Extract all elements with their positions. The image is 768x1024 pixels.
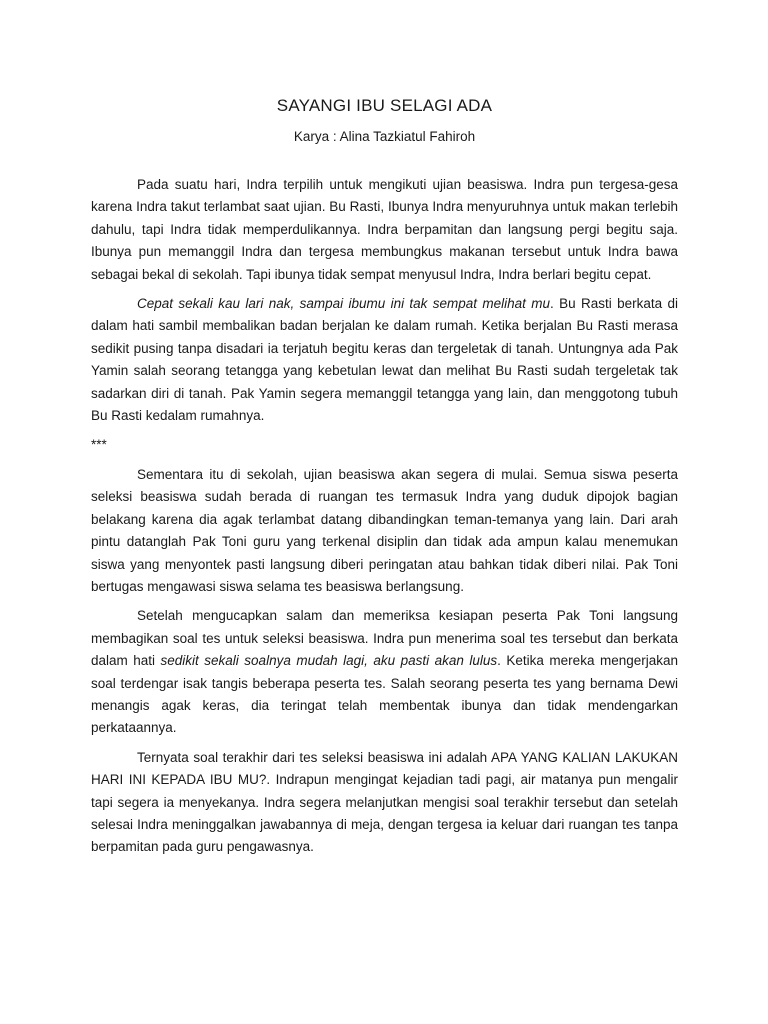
- paragraph-2-text: . Bu Rasti berkata di dalam hati sambil membalikan badan berjalan ke dalam rumah. Ketika berjalan Bu Rasti merasa sedikit pusing tanpa disadari ia terjatuh begitu keras dan tergeletak di tanah. Untungnya ada Pak Yamin salah seorang tetangga yang kebetulan lewat dan melihat Bu Rasti sudah tergeletak tak sadarkan diri di tanah. Pak Yamin segera memanggil tetangga yang lain, dan menggotong tubuh Bu Rasti kedalam rumahnya.: [91, 296, 678, 424]
- paragraph-3: Sementara itu di sekolah, ujian beasiswa akan segera di mulai. Semua siswa peserta seleksi beasiswa sudah berada di ruangan tes termasuk Indra yang duduk dipojok bagian belakang karena dia agak terlambat datang dibandingkan teman-temanya yang lain. Dari arah pintu datanglah Pak Toni guru yang terkenal disiplin dan tidak ada ampun kalau menemukan siswa yang menyontek pasti langsung diberi peringatan atau bahkan tidak diberi nilai. Pak Toni bertugas mengawasi siswa selama tes beasiswa berlangsung.: [91, 466, 678, 594]
- paragraph-4-text-start: Setelah mengucapkan salam dan memeriksa kesiapan peserta Pak Toni langsung membagikan soal tes untuk seleksi beasiswa. Indra pun menerima soal tes tersebut dan berkata dalam hati: [91, 608, 678, 669]
- section-separator: ***: [91, 437, 107, 453]
- paragraph-5: Ternyata soal terakhir dari tes seleksi beasiswa ini adalah APA YANG KALIAN LAKUKAN HARI INI KEPADA IBU MU?. Indrapun mengingat kejadian tadi pagi, air matanya pun mengalir tapi segera ia menyekanya. Indra segera melanjutkan mengisi soal terakhir tersebut dan setelah selesai Indra meninggalkan jawabannya di meja, dengan tergesa ia keluar dari ruangan tes tanpa berpamitan pada guru pengawasnya.: [91, 749, 678, 855]
- story-body: [91, 174, 678, 859]
- paragraph-2-thought: Cepat sekali kau lari nak, sampai ibumu ini tak sempat melihat mu: [137, 296, 551, 312]
- story-author: Karya : Alina Tazkiatul Fahiroh: [293, 129, 476, 144]
- document-content: [91, 92, 678, 866]
- paragraph-4: [91, 605, 678, 739]
- paragraph-4-text-end: . Ketika mereka mengerjakan soal terdengar isak tangis beberapa peserta tes. Salah seorang peserta tes yang bernama Dewi menangis agak keras, dia teringat telah membentak ibunya dan tidak mendengarkan perkataannya.: [91, 653, 678, 736]
- paragraph-2: [91, 293, 678, 427]
- story-title: SAYANGI IBU SELAGI ADA: [276, 96, 493, 115]
- paragraph-1: Pada suatu hari, Indra terpilih untuk mengikuti ujian beasiswa. Indra pun tergesa-gesa karena Indra takut terlambat saat ujian. Bu Rasti, Ibunya Indra menyuruhnya untuk makan terlebih dahulu, tapi Indra tidak memperdulikannya. Indra berpamitan dan langsung pergi begitu saja. Ibunya pun memanggil Indra dan tergesa membungkus makanan tersebut untuk Indra bawa sebagai bekal di sekolah. Tapi ibunya tidak sempat menyusul Indra, Indra berlari begitu cepat.: [91, 177, 678, 282]
- paragraph-4-thought: sedikit sekali soalnya mudah lagi, aku pasti akan lulus: [160, 653, 498, 669]
